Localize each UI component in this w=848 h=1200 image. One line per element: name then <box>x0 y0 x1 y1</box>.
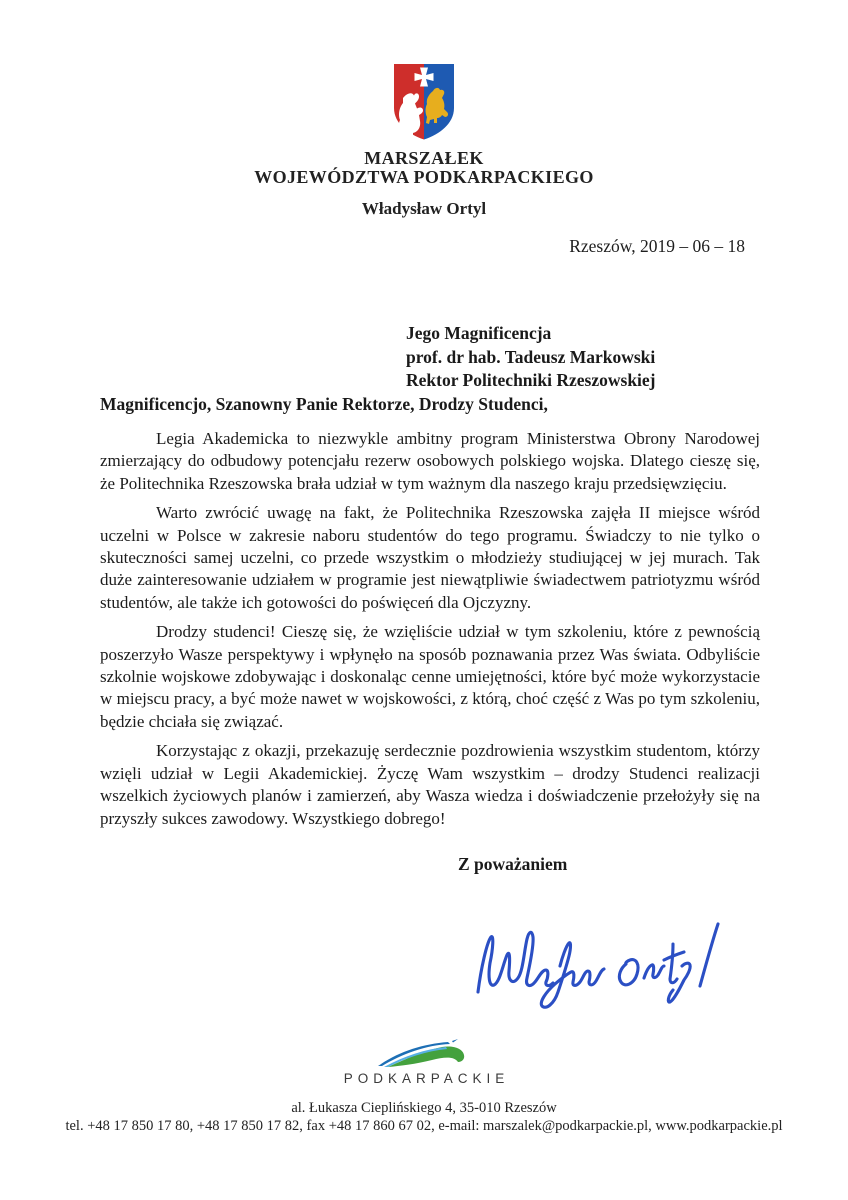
podkarpackie-logo <box>0 1038 848 1086</box>
footer-contacts: tel. +48 17 850 17 80, +48 17 850 17 82, fax +48 17 860 67 02, e-mail: marszalek@podkarpackie.pl, www.podkarpackie.pl <box>65 1117 783 1134</box>
podkarpackie-coat-of-arms-icon <box>392 62 456 142</box>
logo-swoosh-tick <box>452 1039 458 1043</box>
paragraph: Korzystając z okazji, przekazuję serdecznie pozdrowienia wszystkim studentom, którzy wzięli udział w Legii Akademickiej. Życzę Wam wszystkim – drodzy Studenci realizacji wszelkich życiowych planów i zamierzeń, aby Wasza wiedza i doświadczenie przełożyły się na przyszły sukces zawodowy. Wszystkiego dobrego! <box>100 741 760 828</box>
signature-strokes <box>478 924 718 1007</box>
handwritten-signature <box>468 916 740 1016</box>
letterhead-sender-name: Władysław Ortyl <box>361 199 487 218</box>
salutation: Magnificencjo, Szanowny Panie Rektorze, Drodzy Studenci, <box>100 394 548 414</box>
logo-wordmark: PODKARPACKIE <box>343 1071 510 1086</box>
letter-body <box>100 394 760 875</box>
paragraph: Drodzy studenci! Cieszę się, że wzięliście udział w tym szkoleniu, które z pewnością poszerzyło Wasze perspektywy i wpłynęło na sposób poznawania przez Was świata. Odbyliście szkolnie wojskowe zdobywając i doskonaląc cenne umiejętności, które być może wykorzystacie w miejscu pracy, a być może nawet w wojskowości, z którą, choć część z Was po tym szkoleniu, będzie chciała się związać. <box>100 622 760 731</box>
footer-address: al. Łukasza Cieplińskiego 4, 35-010 Rzeszów <box>291 1100 557 1116</box>
podkarpackie-logo-icon <box>374 1038 474 1070</box>
letterhead <box>0 62 848 219</box>
addressee-line: Rektor Politechniki Rzeszowskiej <box>406 370 656 390</box>
footer <box>0 1100 848 1135</box>
addressee-line: Jego Magnificencja <box>406 323 552 343</box>
paragraph: Warto zwrócić uwagę na fakt, że Politechnika Rzeszowska zajęła II miejsce wśród uczelni w Polsce w zakresie naboru studentów do tego programu. Świadczy to nie tylko o skuteczności samej uczelni, co przede wszystkim o młodzieży studiującej w jej murach. Tak duże zainteresowanie udziałem w programie jest niewątpliwie świadectwem patriotyzmu wśród studentów, ale także ich gotowości do poświęceń dla Ojczyzny. <box>100 503 760 612</box>
paragraph: Legia Akademicka to niezwykle ambitny program Ministerstwa Obrony Narodowej zmierzający do odbudowy potencjału rezerw osobowych polskiego wojska. Dlatego cieszę się, że Politechnika Rzeszowska brała udział w tym ważnym dla naszego kraju przedsięwzięciu. <box>100 429 760 493</box>
addressee-line: prof. dr hab. Tadeusz Markowski <box>406 346 656 367</box>
letterhead-title-line2: WOJEWÓDZTWA PODKARPACKIEGO <box>254 167 594 187</box>
letterhead-title-line1: MARSZAŁEK <box>364 148 484 168</box>
closing-phrase: Z poważaniem <box>458 853 568 874</box>
date-line: Rzeszów, 2019 – 06 – 18 <box>569 236 745 256</box>
addressee-block <box>406 322 656 393</box>
